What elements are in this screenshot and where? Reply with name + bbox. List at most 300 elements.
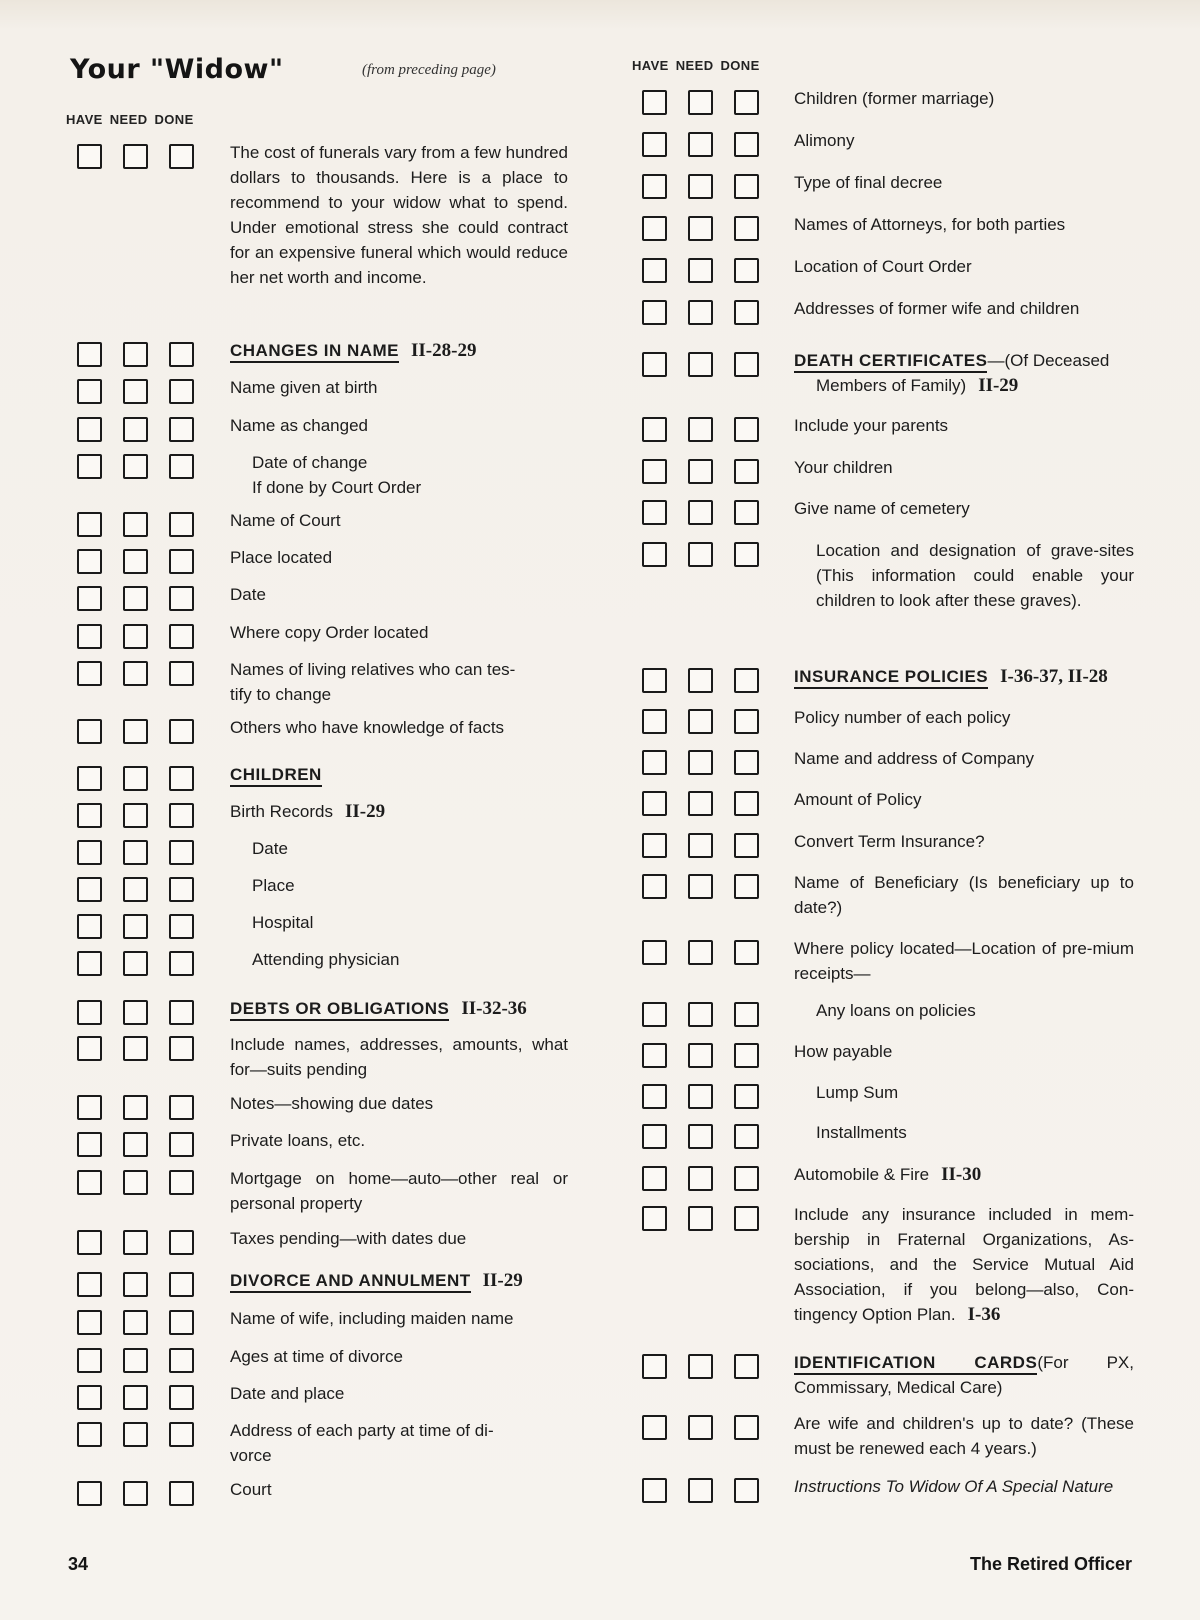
done-checkbox[interactable] <box>169 877 194 902</box>
header-have: HAVE <box>66 112 103 127</box>
checklist-item-text <box>794 870 1134 920</box>
item-label: Where copy Order located <box>230 623 429 642</box>
need-checkbox[interactable] <box>123 144 148 169</box>
need-checkbox[interactable] <box>123 1170 148 1195</box>
have-checkbox[interactable] <box>642 352 667 377</box>
checklist-item-text <box>230 582 568 607</box>
need-checkbox[interactable] <box>688 1354 713 1379</box>
checklist-item-text <box>252 910 568 935</box>
need-checkbox[interactable] <box>688 1206 713 1231</box>
done-checkbox[interactable] <box>734 417 759 442</box>
done-checkbox[interactable] <box>169 454 194 479</box>
checklist-item-text <box>252 836 568 861</box>
need-checkbox[interactable] <box>123 512 148 537</box>
have-checkbox[interactable] <box>642 1043 667 1068</box>
item-label: Private loans, etc. <box>230 1131 366 1150</box>
done-checkbox[interactable] <box>734 750 759 775</box>
have-checkbox[interactable] <box>642 542 667 567</box>
done-checkbox[interactable] <box>734 500 759 525</box>
item-label: Name of Beneficiary (Is beneficiary up to date?) <box>794 873 1134 917</box>
need-checkbox[interactable] <box>123 766 148 791</box>
section-heading <box>230 1268 568 1293</box>
item-label: Installments <box>816 1123 907 1142</box>
have-checkbox[interactable] <box>642 500 667 525</box>
need-checkbox[interactable] <box>123 661 148 686</box>
done-checkbox[interactable] <box>734 216 759 241</box>
done-checkbox[interactable] <box>734 1043 759 1068</box>
done-checkbox[interactable] <box>734 300 759 325</box>
heading-label: CHILDREN <box>230 765 322 787</box>
need-checkbox[interactable] <box>688 1043 713 1068</box>
page-number: 34 <box>68 1554 89 1574</box>
have-checkbox[interactable] <box>77 549 102 574</box>
need-checkbox[interactable] <box>688 709 713 734</box>
have-checkbox[interactable] <box>642 1002 667 1027</box>
have-checkbox[interactable] <box>77 1272 102 1297</box>
page-subtitle: (from preceding page) <box>362 62 496 78</box>
done-checkbox[interactable] <box>734 833 759 858</box>
have-checkbox[interactable] <box>642 1415 667 1440</box>
have-checkbox[interactable] <box>77 661 102 686</box>
need-checkbox[interactable] <box>123 1310 148 1335</box>
item-label: Date and place <box>230 1384 345 1403</box>
header-need: NEED <box>109 112 148 127</box>
item-label: Where policy located—Location of pre-mium receipts— <box>794 939 1134 983</box>
item-label: Date of change If done by Court Order <box>252 453 422 497</box>
heading-label: DEATH CERTIFICATES <box>794 351 987 373</box>
done-checkbox[interactable] <box>169 144 194 169</box>
done-checkbox[interactable] <box>169 1132 194 1157</box>
have-checkbox[interactable] <box>77 1036 102 1061</box>
checklist-item-text <box>252 947 568 972</box>
checklist-item-text <box>794 128 1134 153</box>
done-checkbox[interactable] <box>169 766 194 791</box>
item-label: Address of each party at time of di- vorce <box>230 1421 494 1465</box>
section-reference: II-29 <box>978 375 1019 396</box>
done-checkbox[interactable] <box>734 90 759 115</box>
heading-label: INSURANCE POLICIES <box>794 667 988 689</box>
have-checkbox[interactable] <box>77 586 102 611</box>
item-label: Instructions To Widow Of A Special Nature <box>794 1477 1114 1496</box>
heading-label: IDENTIFICATION CARDS <box>794 1353 1037 1375</box>
need-checkbox[interactable] <box>123 719 148 744</box>
have-checkbox[interactable] <box>77 512 102 537</box>
have-checkbox[interactable] <box>642 791 667 816</box>
section-reference: I-36-37, II-28 <box>1000 666 1108 687</box>
checklist-item-text <box>794 1202 1134 1327</box>
need-checkbox[interactable] <box>123 803 148 828</box>
need-checkbox[interactable] <box>688 874 713 899</box>
done-checkbox[interactable] <box>734 1206 759 1231</box>
have-checkbox[interactable] <box>77 379 102 404</box>
have-checkbox[interactable] <box>642 750 667 775</box>
have-checkbox[interactable] <box>77 417 102 442</box>
need-checkbox[interactable] <box>123 1481 148 1506</box>
checklist-item-text <box>230 1226 568 1251</box>
done-checkbox[interactable] <box>169 719 194 744</box>
item-label: Give name of cemetery <box>794 499 970 518</box>
need-checkbox[interactable] <box>688 500 713 525</box>
need-checkbox[interactable] <box>688 750 713 775</box>
done-checkbox[interactable] <box>734 1084 759 1109</box>
have-checkbox[interactable] <box>77 624 102 649</box>
done-checkbox[interactable] <box>734 1166 759 1191</box>
done-checkbox[interactable] <box>734 1002 759 1027</box>
section-heading <box>230 762 568 787</box>
checklist-item-text <box>794 829 1134 854</box>
checklist-item-text <box>230 140 568 290</box>
have-checkbox[interactable] <box>77 1230 102 1255</box>
have-checkbox[interactable] <box>77 877 102 902</box>
item-label: Hospital <box>252 913 314 932</box>
checklist-item-text <box>252 873 568 898</box>
section-reference: II-28-29 <box>411 340 477 361</box>
need-checkbox[interactable] <box>123 1036 148 1061</box>
done-checkbox[interactable] <box>734 1124 759 1149</box>
item-label: Alimony <box>794 131 855 150</box>
have-checkbox[interactable] <box>77 951 102 976</box>
need-checkbox[interactable] <box>688 1124 713 1149</box>
need-checkbox[interactable] <box>688 459 713 484</box>
item-label: Place <box>252 876 295 895</box>
done-checkbox[interactable] <box>169 1310 194 1335</box>
have-checkbox[interactable] <box>642 940 667 965</box>
have-checkbox[interactable] <box>642 1478 667 1503</box>
item-label: Name given at birth <box>230 378 378 397</box>
done-checkbox[interactable] <box>169 342 194 367</box>
done-checkbox[interactable] <box>734 352 759 377</box>
have-checkbox[interactable] <box>642 300 667 325</box>
item-label: Name of wife, including maiden name <box>230 1309 514 1328</box>
have-checkbox[interactable] <box>642 174 667 199</box>
done-checkbox[interactable] <box>169 951 194 976</box>
item-label: Addresses of former wife and children <box>794 299 1080 318</box>
have-checkbox[interactable] <box>77 803 102 828</box>
checklist-item-text <box>230 1128 568 1153</box>
done-checkbox[interactable] <box>169 379 194 404</box>
have-checkbox[interactable] <box>77 766 102 791</box>
have-checkbox[interactable] <box>77 840 102 865</box>
need-checkbox[interactable] <box>123 877 148 902</box>
have-checkbox[interactable] <box>77 1095 102 1120</box>
item-label: The cost of funerals vary from a few hundred dollars to thousands. Here is a place to recommend to your widow what to spend. Under emotional stress she could contract for an expensive funeral which would reduce her net worth and income. <box>230 143 568 287</box>
need-checkbox[interactable] <box>688 791 713 816</box>
heading-note: (For PX, Commissary, Medical Care) <box>794 1353 1134 1397</box>
have-checkbox[interactable] <box>77 342 102 367</box>
header-need: NEED <box>675 58 714 73</box>
checklist-item-text <box>230 620 568 645</box>
have-checkbox[interactable] <box>642 668 667 693</box>
have-checkbox[interactable] <box>642 709 667 734</box>
checklist-item-text <box>794 455 1134 480</box>
have-checkbox[interactable] <box>77 1385 102 1410</box>
item-label: Names of Attorneys, for both parties <box>794 215 1066 234</box>
need-checkbox[interactable] <box>123 914 148 939</box>
need-checkbox[interactable] <box>123 1385 148 1410</box>
heading-label: DEBTS OR OBLIGATIONS <box>230 999 449 1021</box>
item-label: Place located <box>230 548 333 567</box>
item-label: Court <box>230 1480 272 1499</box>
page-title: Your "Widow" <box>70 54 284 85</box>
section-heading <box>794 664 1134 689</box>
need-checkbox[interactable] <box>688 1415 713 1440</box>
item-label: How payable <box>794 1042 893 1061</box>
checklist-item-text <box>794 1411 1134 1461</box>
have-checkbox[interactable] <box>77 914 102 939</box>
done-checkbox[interactable] <box>169 1385 194 1410</box>
checklist-item-text <box>230 799 568 824</box>
need-checkbox[interactable] <box>123 342 148 367</box>
done-checkbox[interactable] <box>169 914 194 939</box>
checklist-item-text <box>816 1120 1134 1145</box>
need-checkbox[interactable] <box>688 1002 713 1027</box>
have-checkbox[interactable] <box>77 1170 102 1195</box>
checklist-item-text <box>230 413 568 438</box>
item-label: Automobile & Fire <box>794 1165 930 1184</box>
done-checkbox[interactable] <box>169 1230 194 1255</box>
checklist-item-text <box>794 1162 1134 1187</box>
need-checkbox[interactable] <box>123 1000 148 1025</box>
item-label: Name of Court <box>230 511 341 530</box>
need-checkbox[interactable] <box>688 668 713 693</box>
item-label: Mortgage on home—auto—other real or personal property <box>230 1169 568 1213</box>
done-checkbox[interactable] <box>169 1000 194 1025</box>
section-reference: I-36 <box>967 1304 1001 1325</box>
checklist-item-text <box>230 657 568 707</box>
item-label: Name and address of Company <box>794 749 1035 768</box>
need-checkbox[interactable] <box>688 1166 713 1191</box>
item-label: Any loans on policies <box>816 1001 976 1020</box>
checklist-item-text <box>230 375 568 400</box>
heading-label: CHANGES IN NAME <box>230 341 399 363</box>
done-checkbox[interactable] <box>169 661 194 686</box>
checklist-item-text <box>794 86 1134 111</box>
checklist-item-text <box>794 170 1134 195</box>
checklist-item-text <box>794 254 1134 279</box>
checklist-item-text <box>230 1344 568 1369</box>
checklist-item-text <box>794 705 1134 730</box>
section-heading <box>230 338 568 363</box>
need-checkbox[interactable] <box>688 833 713 858</box>
have-checkbox[interactable] <box>77 719 102 744</box>
item-label: Children (former marriage) <box>794 89 995 108</box>
need-checkbox[interactable] <box>688 132 713 157</box>
have-checkbox[interactable] <box>642 1166 667 1191</box>
checklist-item-text <box>230 545 568 570</box>
checklist-item-text <box>230 1166 568 1216</box>
need-checkbox[interactable] <box>123 1272 148 1297</box>
done-checkbox[interactable] <box>169 1095 194 1120</box>
have-checkbox[interactable] <box>642 833 667 858</box>
done-checkbox[interactable] <box>734 940 759 965</box>
need-checkbox[interactable] <box>123 1422 148 1447</box>
item-label: Attending physician <box>252 950 400 969</box>
need-checkbox[interactable] <box>688 940 713 965</box>
item-label: Taxes pending—with dates due <box>230 1229 467 1248</box>
have-checkbox[interactable] <box>642 1124 667 1149</box>
checklist-item-text <box>230 1381 568 1406</box>
section-reference: II-29 <box>344 801 386 822</box>
have-checkbox[interactable] <box>77 1422 102 1447</box>
need-checkbox[interactable] <box>123 549 148 574</box>
item-label: Birth Records <box>230 802 333 821</box>
right-column-headers <box>632 58 767 73</box>
header-have: HAVE <box>632 58 669 73</box>
need-checkbox[interactable] <box>688 174 713 199</box>
section-heading <box>794 1350 1134 1400</box>
header-done: DONE <box>154 112 194 127</box>
item-label: Notes—showing due dates <box>230 1094 434 1113</box>
heading-label: DIVORCE AND ANNULMENT <box>230 1271 471 1293</box>
item-label: Include your parents <box>794 416 949 435</box>
done-checkbox[interactable] <box>169 840 194 865</box>
done-checkbox[interactable] <box>169 1348 194 1373</box>
need-checkbox[interactable] <box>688 90 713 115</box>
need-checkbox[interactable] <box>688 417 713 442</box>
done-checkbox[interactable] <box>169 803 194 828</box>
done-checkbox[interactable] <box>169 417 194 442</box>
checklist-item-text <box>230 1418 568 1468</box>
need-checkbox[interactable] <box>688 300 713 325</box>
item-label: Policy number of each policy <box>794 708 1011 727</box>
checklist-item-text <box>794 496 1134 521</box>
left-column-headers <box>66 112 201 127</box>
done-checkbox[interactable] <box>734 174 759 199</box>
need-checkbox[interactable] <box>123 840 148 865</box>
checklist-item-text <box>230 508 568 533</box>
need-checkbox[interactable] <box>688 258 713 283</box>
need-checkbox[interactable] <box>123 1230 148 1255</box>
header-done: DONE <box>720 58 760 73</box>
item-label: Name as changed <box>230 416 368 435</box>
item-label: Ages at time of divorce <box>230 1347 403 1366</box>
done-checkbox[interactable] <box>734 1415 759 1440</box>
checklist-item-text <box>794 746 1134 771</box>
publication-name: The Retired Officer <box>969 1554 1132 1574</box>
section-heading <box>230 996 568 1021</box>
have-checkbox[interactable] <box>642 1206 667 1231</box>
checklist-item-text <box>230 1306 568 1331</box>
checklist-item-text <box>794 1474 1134 1499</box>
item-label: Convert Term Insurance? <box>794 832 985 851</box>
done-checkbox[interactable] <box>734 709 759 734</box>
done-checkbox[interactable] <box>734 668 759 693</box>
section-reference: II-30 <box>941 1164 982 1185</box>
done-checkbox[interactable] <box>169 1481 194 1506</box>
need-checkbox[interactable] <box>123 1348 148 1373</box>
item-label: Names of living relatives who can tes- tify to change <box>230 660 516 704</box>
checklist-item-text <box>252 450 568 500</box>
have-checkbox[interactable] <box>642 216 667 241</box>
checklist-item-text <box>230 1032 568 1082</box>
done-checkbox[interactable] <box>734 874 759 899</box>
have-checkbox[interactable] <box>77 454 102 479</box>
need-checkbox[interactable] <box>123 586 148 611</box>
need-checkbox[interactable] <box>688 352 713 377</box>
done-checkbox[interactable] <box>734 258 759 283</box>
need-checkbox[interactable] <box>123 454 148 479</box>
have-checkbox[interactable] <box>77 1310 102 1335</box>
have-checkbox[interactable] <box>642 874 667 899</box>
checklist-item-text <box>794 212 1134 237</box>
section-reference: II-32-36 <box>461 998 527 1019</box>
section-heading <box>794 348 1134 398</box>
checklist-item-text <box>794 936 1134 986</box>
done-checkbox[interactable] <box>169 624 194 649</box>
done-checkbox[interactable] <box>169 1036 194 1061</box>
done-checkbox[interactable] <box>169 1170 194 1195</box>
item-label: Your children <box>794 458 893 477</box>
done-checkbox[interactable] <box>169 512 194 537</box>
done-checkbox[interactable] <box>169 1422 194 1447</box>
need-checkbox[interactable] <box>688 1084 713 1109</box>
done-checkbox[interactable] <box>169 549 194 574</box>
done-checkbox[interactable] <box>734 132 759 157</box>
have-checkbox[interactable] <box>642 1354 667 1379</box>
done-checkbox[interactable] <box>734 459 759 484</box>
need-checkbox[interactable] <box>123 1095 148 1120</box>
item-label: Lump Sum <box>816 1083 899 1102</box>
need-checkbox[interactable] <box>123 379 148 404</box>
checklist-item-text <box>794 413 1134 438</box>
done-checkbox[interactable] <box>734 1478 759 1503</box>
checklist-item-text <box>230 1091 568 1116</box>
need-checkbox[interactable] <box>688 216 713 241</box>
item-label: Location of Court Order <box>794 257 972 276</box>
have-checkbox[interactable] <box>77 1481 102 1506</box>
have-checkbox[interactable] <box>77 144 102 169</box>
have-checkbox[interactable] <box>642 258 667 283</box>
done-checkbox[interactable] <box>734 1354 759 1379</box>
item-label: Include any insurance included in mem-bership in Fraternal Organizations, As-sociations, and the Service Mutual Aid Association, if you belong—also, Con-tingency Option Plan. <box>794 1205 1134 1324</box>
have-checkbox[interactable] <box>77 1000 102 1025</box>
have-checkbox[interactable] <box>642 459 667 484</box>
checklist-item-text <box>816 1080 1134 1105</box>
need-checkbox[interactable] <box>688 542 713 567</box>
done-checkbox[interactable] <box>734 542 759 567</box>
done-checkbox[interactable] <box>734 791 759 816</box>
done-checkbox[interactable] <box>169 586 194 611</box>
have-checkbox[interactable] <box>642 132 667 157</box>
done-checkbox[interactable] <box>169 1272 194 1297</box>
section-reference: II-29 <box>482 1270 523 1291</box>
need-checkbox[interactable] <box>688 1478 713 1503</box>
need-checkbox[interactable] <box>123 624 148 649</box>
checklist-item-text <box>794 296 1134 321</box>
have-checkbox[interactable] <box>642 417 667 442</box>
item-label: Location and designation of grave-sites (This information could enable your children to look after these graves). <box>816 541 1134 610</box>
checklist-item-text <box>816 998 1134 1023</box>
item-label: Others who have knowledge of facts <box>230 718 505 737</box>
have-checkbox[interactable] <box>642 90 667 115</box>
item-label: Amount of Policy <box>794 790 922 809</box>
heading-note: Members of Family) <box>816 376 967 395</box>
checklist-item-text <box>816 538 1134 613</box>
item-label: Type of final decree <box>794 173 943 192</box>
need-checkbox[interactable] <box>123 417 148 442</box>
have-checkbox[interactable] <box>77 1132 102 1157</box>
item-label: Are wife and children's up to date? (These must be renewed each 4 years.) <box>794 1414 1134 1458</box>
need-checkbox[interactable] <box>123 951 148 976</box>
have-checkbox[interactable] <box>642 1084 667 1109</box>
checklist-item-text <box>794 1039 1134 1064</box>
checklist-item-text <box>230 1477 568 1502</box>
item-label: Date <box>252 839 288 858</box>
have-checkbox[interactable] <box>77 1348 102 1373</box>
need-checkbox[interactable] <box>123 1132 148 1157</box>
heading-note: —(Of Deceased <box>987 351 1110 370</box>
checklist-item-text <box>230 715 568 740</box>
